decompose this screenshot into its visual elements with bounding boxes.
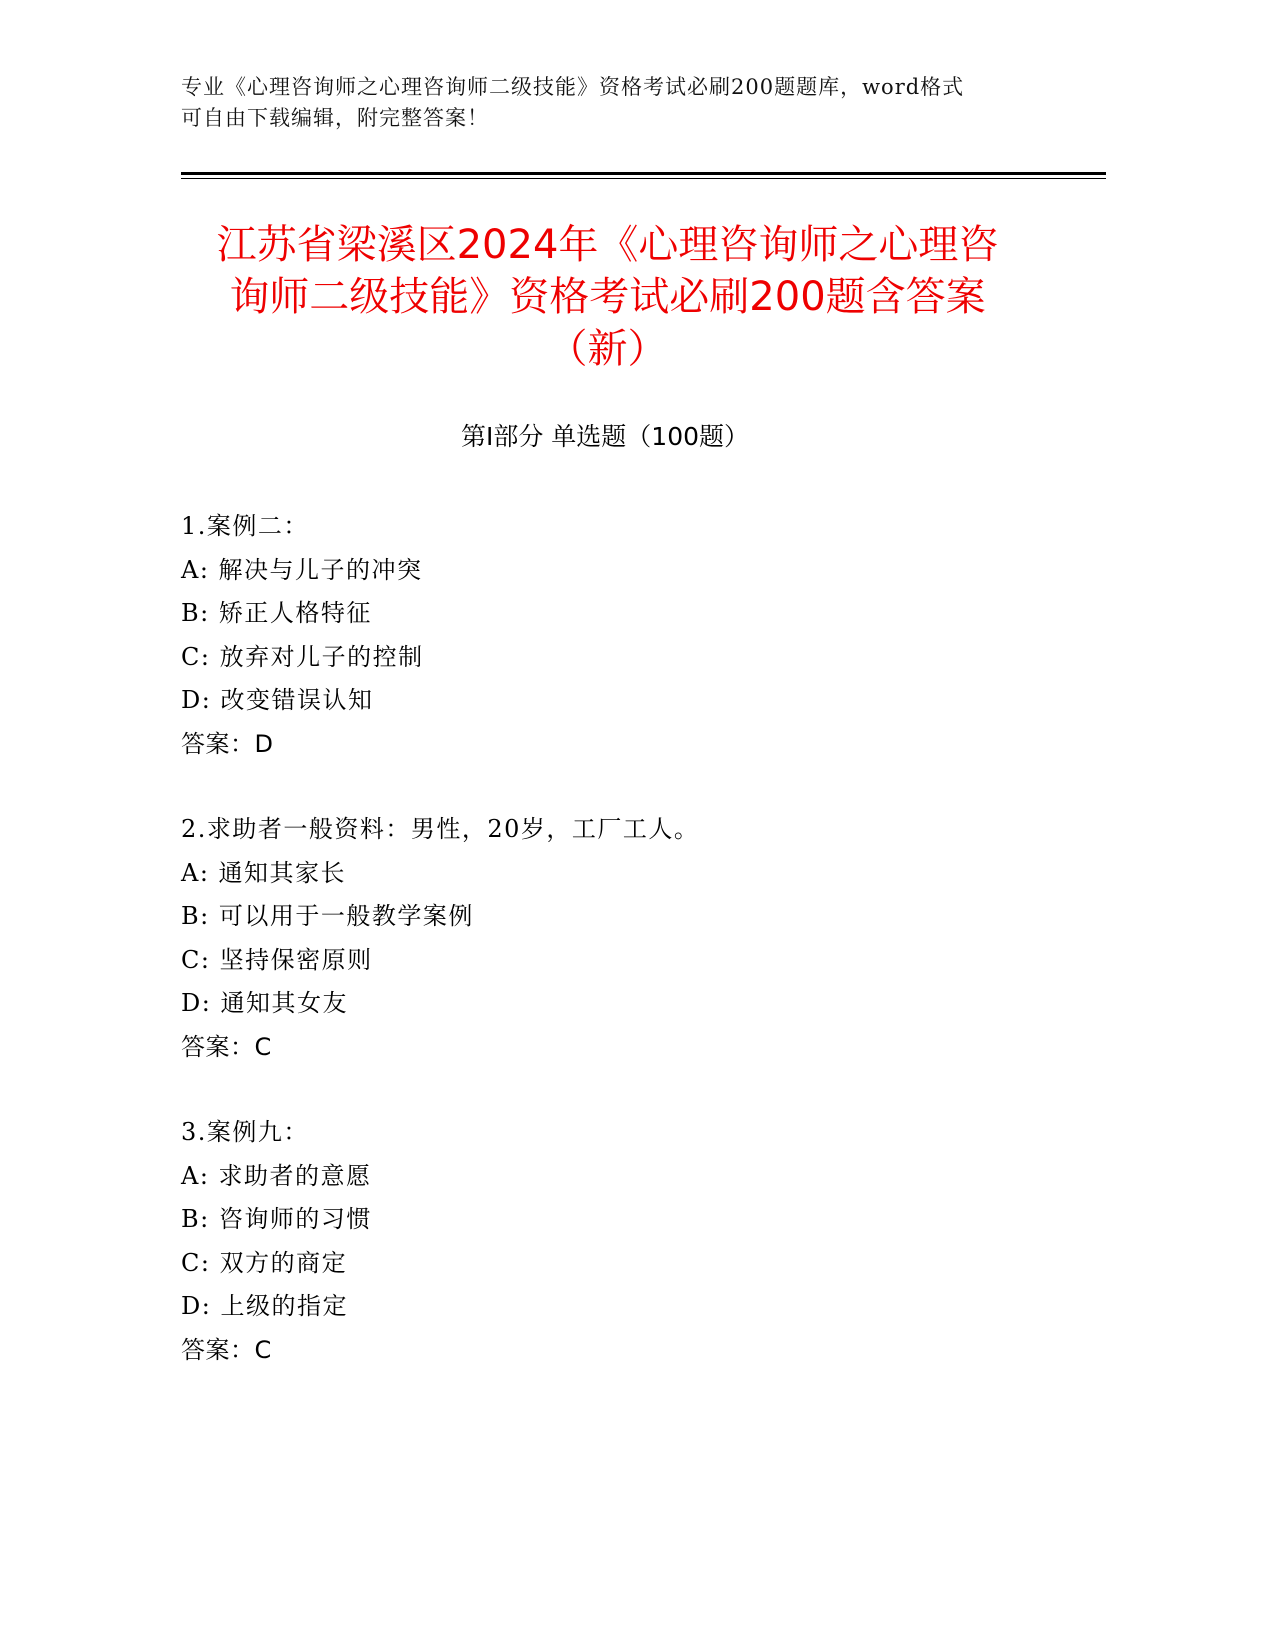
option-c: C: 双方的商定 [181, 1248, 348, 1277]
question-stem: 2.求助者一般资料：男性，20岁，工厂工人。 [181, 815, 700, 843]
document-title-line-3: （新） [547, 326, 668, 372]
section-heading: 第Ⅰ部分 单选题（100题） [460, 422, 750, 451]
option-b: B: 可以用于一般教学案例 [181, 902, 474, 930]
option-d: D: 通知其女友 [181, 989, 348, 1017]
option-b: B: 咨询师的习惯 [181, 1205, 372, 1233]
option-a: A: 通知其家长 [181, 858, 347, 887]
header-note-line-2: 可自由下载编辑，附完整答案！ [181, 106, 489, 130]
option-b: B: 矫正人格特征 [181, 599, 372, 627]
option-c: C: 坚持保密原则 [181, 945, 373, 974]
option-c: C: 放弃对儿子的控制 [181, 642, 424, 671]
header-divider-thin [181, 178, 1106, 179]
option-a: A: 解决与儿子的冲突 [181, 555, 423, 584]
answer-line: 答案：D [181, 729, 274, 758]
question-1 [181, 505, 1081, 766]
option-a: A: 求助者的意愿 [181, 1161, 372, 1190]
header-note [181, 72, 1061, 134]
document-title [150, 219, 1065, 375]
answer-line: 答案：C [181, 1032, 272, 1061]
question-list [181, 505, 1081, 1414]
option-d: D: 上级的指定 [181, 1292, 348, 1320]
question-2 [181, 808, 1081, 1069]
header-note-line-1: 专业《心理咨询师之心理咨询师二级技能》资格考试必刷200题题库，word格式 [181, 75, 965, 99]
option-d: D: 改变错误认知 [181, 686, 374, 714]
question-3 [181, 1111, 1081, 1372]
answer-line: 答案：C [181, 1335, 272, 1364]
question-stem: 3.案例九： [181, 1118, 309, 1146]
question-stem: 1.案例二： [181, 512, 309, 540]
document-title-line-2: 询师二级技能》资格考试必刷200题含答案 [229, 274, 986, 320]
header-divider-thick [181, 172, 1106, 175]
document-title-line-1: 江苏省梁溪区2024年《心理咨询师之心理咨 [216, 222, 999, 268]
